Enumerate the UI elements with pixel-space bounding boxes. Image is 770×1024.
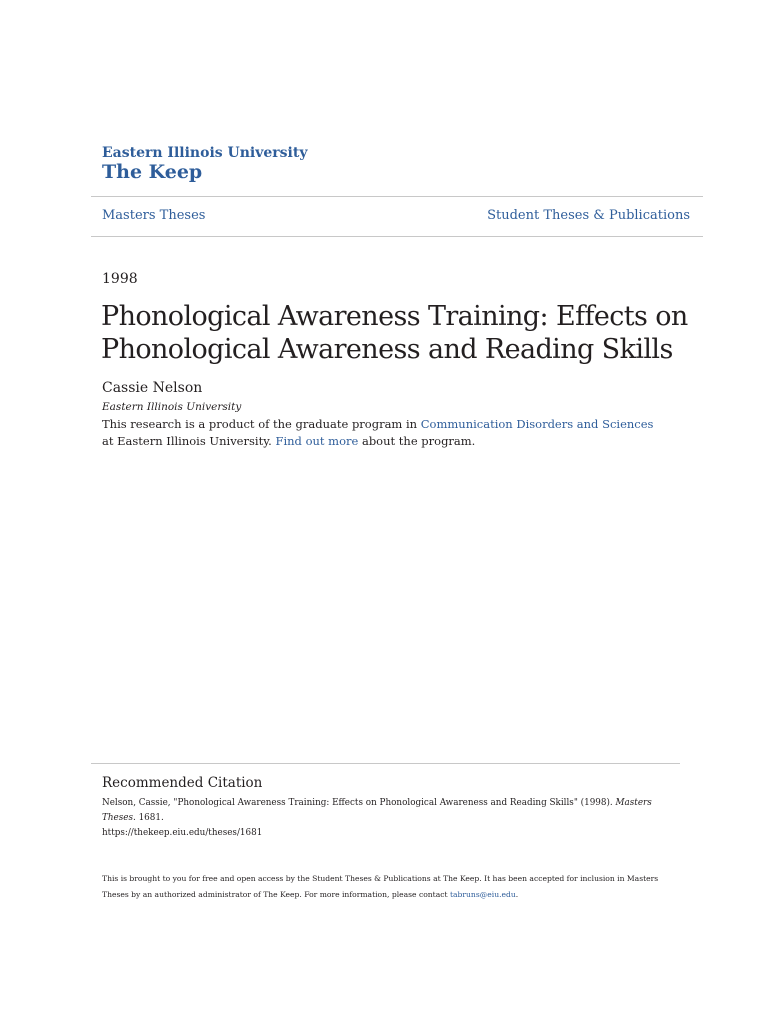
nav-divider <box>91 236 703 237</box>
access-notice-end: . <box>515 890 519 899</box>
student-publications-link[interactable]: Student Theses & Publications <box>487 208 690 223</box>
author-affiliation: Eastern Illinois University <box>102 401 242 413</box>
description-prefix: This research is a product of the graduate program in <box>102 417 421 431</box>
contact-email-link[interactable]: tabruns@eiu.edu <box>449 890 516 899</box>
citation-text <box>102 796 672 841</box>
find-out-more-link[interactable]: Find out more <box>275 434 359 448</box>
citation-url: https://thekeep.eiu.edu/theses/1681 <box>102 828 263 838</box>
description-middle: at Eastern Illinois University. <box>102 434 276 448</box>
citation-series: Masters Theses <box>102 798 652 823</box>
repository-name[interactable]: The Keep <box>102 161 203 183</box>
top-divider <box>91 196 703 197</box>
description-suffix: about the program. <box>358 434 476 448</box>
access-notice <box>102 871 682 903</box>
program-link[interactable]: Communication Disorders and Sciences <box>420 417 654 431</box>
citation-body: Nelson, Cassie, "Phonological Awareness Training: Effects on Phonological Awareness and Reading Skills" (1998). <box>102 798 616 808</box>
program-description <box>102 416 662 450</box>
paper-title: Phonological Awareness Training: Effects on Phonological Awareness and Reading Skills <box>101 301 688 365</box>
citation-divider <box>91 763 680 764</box>
university-name: Eastern Illinois University <box>102 145 308 161</box>
citation-heading: Recommended Citation <box>102 775 263 791</box>
access-notice-text: This is brought to you for free and open access by the Student Theses & Publications at The Keep. It has been accepted for inclusion in Masters Theses by an authorized administrator of The Keep. For more information, please contact <box>102 874 659 899</box>
publication-year: 1998 <box>102 271 138 287</box>
author-name: Cassie Nelson <box>102 380 203 396</box>
masters-theses-link[interactable]: Masters Theses <box>102 208 206 223</box>
citation-number: . 1681. <box>132 813 164 823</box>
